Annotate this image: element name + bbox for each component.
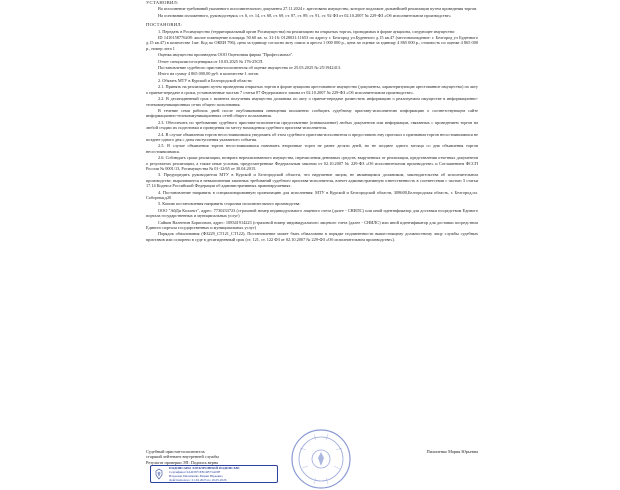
- clause-2-2-b: В течение семи рабочих дней после опубликования извещения письменно сообщить судебному приставу-исполнителю информацию о соответствующем сайте информационно-телекоммуникационных сетей общего пользования.: [146, 107, 478, 119]
- clause-1: 1. Передать в Росимущество (территориальный орган Росимущества) на реализацию на открытых торгах, проводимых в форме аукциона, следующее имущество:: [158, 28, 456, 34]
- clause-2-3: 2.3. Обеспечить по требованию судебного пристава-исполнителя представление (ознакомление) любых документов или информации, связанных с проведением торгов на любой стадии их подготовки и проведения по месту нахождения судебного пристава-исполнителя.: [146, 119, 478, 131]
- coat-of-arms-icon: [153, 468, 165, 480]
- clause-1-item: ID 1410158776208: жилое помещение площадь 50.60 кв. м. 31:16: 0128031:11653 по адресу г. Белгород ул.Буденного д.15 кв.47 (местонахождение: г. Белгород ул Буденного д.15 кв.47) в количестве 1шт. Код по ОКЕИ 796), цена за единицу согласно акту описи и ареста 1 000 000 р., цена по оценке за единицу 4 865 000 р., стоимость по оценке 4 865 000 р., номер лота 1: [146, 35, 478, 51]
- intro-paragraph-2: На основании изложенного, руководствуясь ст. 6, ст. 14, ст. 68, ст. 69, ст. 87, ст. 89, ст. 91, ст. 92 ФЗ от 02.10.2007 № 229-ФЗ «Об исполнительном производстве»: [158, 12, 451, 18]
- clause-3: 3. Предупредить руководителя МТУ в Курской и Белгородской области, что нарушение лицом, не являющимся должником, законодательства об исполнительном производстве, выразившееся в невыполнении законных требований судебного пристава-исполнителя, влечет административную ответственность в соответствии с частью 3 статьи 17.14 Кодекса Российской Федерации об административных правонарушениях.: [146, 172, 478, 189]
- intro-paragraph-1: Во исполнение требований указанного исполнительного документа 27.11.2024 г. арестовано имущество, которое подлежит дальнейшей реализации путем проведения торгов.: [158, 6, 478, 12]
- clause-5-party-a: ООО "АйДи Коллект", адрес: 7730233723 (страховой номер индивидуального лицевого счета (далее - СНИЛС) или иной идентификатор для доставки посредством Единого портала государственных и муниципальных услуг): [146, 207, 478, 219]
- official-seal-icon: [290, 428, 352, 490]
- signer-position-line-1: Судебный пристав-исполнитель: [146, 449, 205, 454]
- signature-check-result: Результат проверки ЭП: Подпись верна: [146, 459, 218, 465]
- clause-2-4: 2.4. В случае объявления торгов несостоявшимися уведомить об этом судебного пристава-исполнителя и предоставить ему протокол о признании торгов несостоявшимися не позднее одного дня с даты наступления указанного события.: [146, 131, 478, 142]
- heading-postanovil: ПОСТАНОВИЛ:: [146, 22, 183, 28]
- stamp-line: Действителен с 21.02.2025 по 16.05.2026: [169, 477, 227, 482]
- clause-5: 5. Копию постановления направить сторонам исполнительного производства:: [158, 201, 301, 207]
- clause-2-5: 2.5. В случае объявления торгов несостоявшимися назначить вторичные торги не ранее десяти дней, но не позднее одного месяца со дня объявления торгов несостоявшимися.: [146, 143, 478, 154]
- document-body: [146, 0, 478, 243]
- stamp-line: Владелец Пилипенко Мария Юрьевна: [169, 473, 223, 478]
- clause-2-2: 2.2. В десятидневный срок с момента получения имущества должника по акту о приеме-передаче разместить информацию о реализуемом имуществе в информационно-телекоммуникационных сетях общего пользования.: [146, 96, 478, 107]
- clause-5-party-b: Сайков Валентин Борисович, адрес: 108341914223 (страховой номер индивидуального лицевого счета (далее - СНИЛС) или иной идентификатор для доставки посредством Единого портала государственных и муниципальных услуг): [146, 219, 478, 231]
- electronic-signature-stamp: [150, 465, 278, 483]
- clause-2-1: 2.1. Принять на реализацию путем проведения открытых торгов в форме аукциона арестованное имущество (документы, характеризующие арестованное имущество) по акту о приеме-передаче в сроки, установленные частью 7 статьи 87 Федерального закона от 02.10.2007 № 229-ФЗ «Об исполнительном производстве».: [146, 84, 478, 95]
- clause-2-6: 2.6. Соблюдать сроки реализации, возврата нереализованного имущества, перечисления денежных средств, вырученных от реализации, представления отчетных документов о результатах реализации, а также иные условия, предусмотренные Федеральным законом от 02.10.2007 № 229-ФЗ «Об исполнительном производстве» и Соглашением ФССП России № 0001/13, Росимущества № 01-12/65 от 30.04.2015.: [146, 155, 478, 171]
- stamp-title: ПОДПИСАНО ЭЛЕКТРОННОЙ ПОДПИСЬЮ: [169, 466, 240, 470]
- clause-1-appraiser: Оценка имущества произведена ООО Оценочная фирма "Профессионал".: [158, 52, 294, 58]
- signer-position-line-2: старший лейтенант внутренней службы: [146, 454, 219, 460]
- clause-4: 4. Постановление направить в специализированную организацию для исполнения: МТУ в Курской и Белгородской области, 308600,Белгородская область, г. Белгород,пл. Соборная,д20: [146, 189, 478, 200]
- heading-ustanovil: УСТАНОВИЛ:: [146, 0, 179, 5]
- signer-name: Пилипенко Мария Юрьевна: [426, 449, 478, 454]
- stamp-line: Сертификат 0A2D5F1E8C4B73A09F: [169, 469, 221, 474]
- clause-2: 2. Обязать МТУ в Курской и Белгородской области:: [158, 77, 253, 83]
- clause-1-decision: Постановление судебного пристава-исполнителя об оценке имущества от 25.03.2025 № 25/1942413.: [158, 65, 342, 71]
- appeal-procedure: Порядок обжалования (ФЗ229_СТ121_СТ122), Постановление может быть обжаловано в порядке подчиненности вышестоящему должностному лицу службы судебных приставов или оспорено в суде в десятидневный срок (ст. 121, ст. 122 ФЗ от 02.10.2007 № 229-ФЗ «Об исполнительном производстве»).: [146, 231, 478, 242]
- clause-1-report: Отчет специалиста-оценщика от 10.03.2025 № 176-25СП.: [158, 58, 264, 64]
- clause-1-total: Итого на сумму 4 865 000,00 руб. в количестве 1 лотов.: [158, 71, 259, 77]
